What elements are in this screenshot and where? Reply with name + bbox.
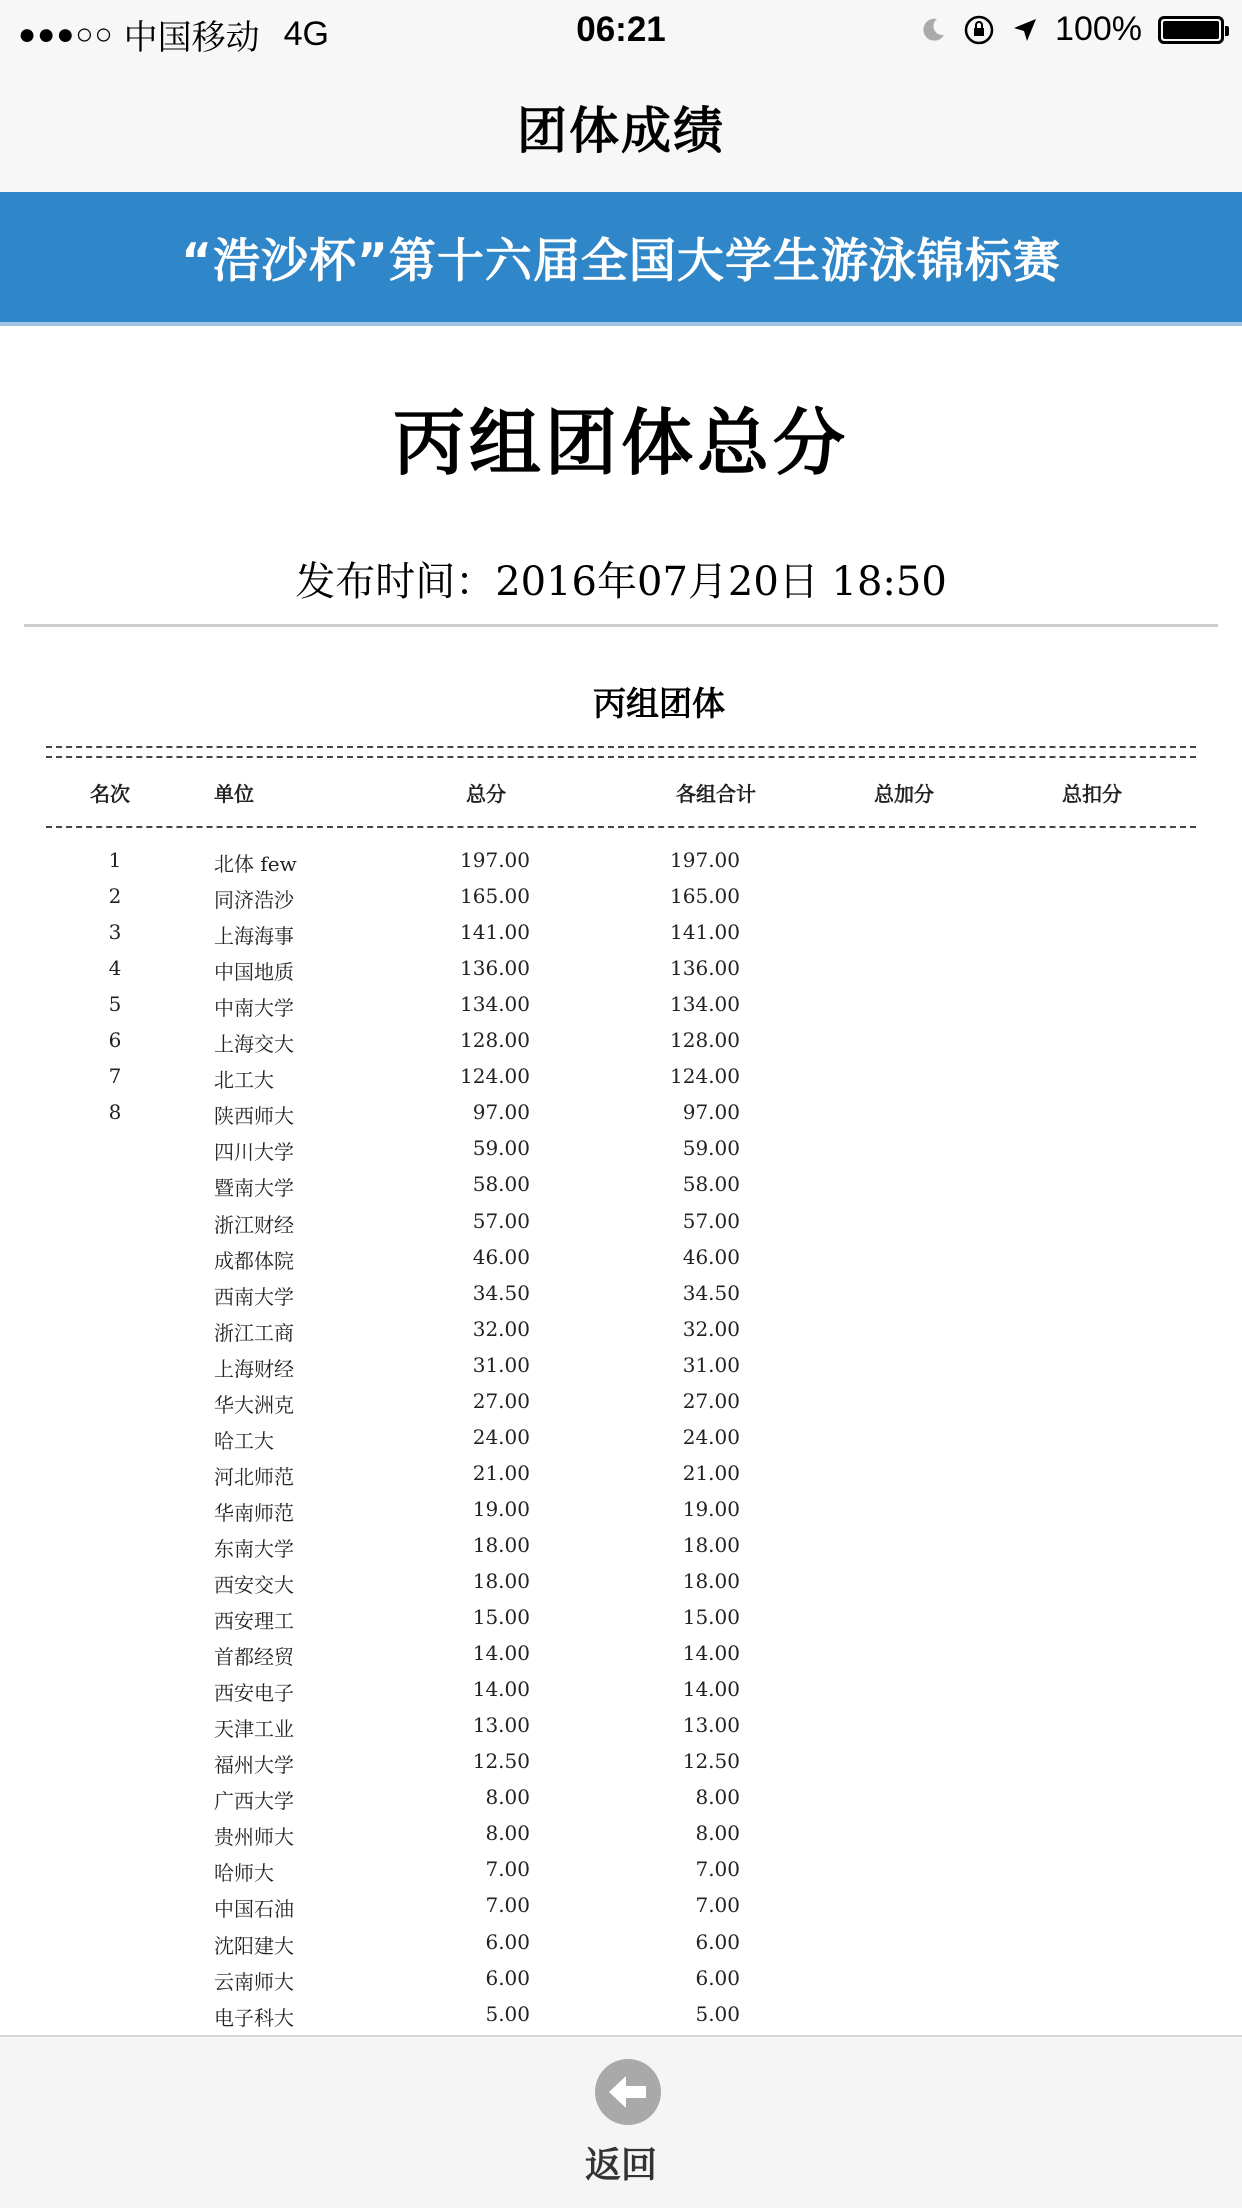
unit-cell: 云南师大 — [214, 1969, 294, 1994]
moon-icon — [919, 16, 947, 44]
total-cell: 7.00 — [485, 1857, 530, 1882]
rank-cell: 7 — [108, 1064, 122, 1089]
unit-cell: 中国地质 — [214, 960, 294, 985]
table-row — [0, 1677, 1242, 1713]
group-sum-cell: 197.00 — [670, 848, 740, 872]
total-cell: 15.00 — [472, 1605, 530, 1630]
total-cell: 8.00 — [485, 1821, 530, 1846]
table-row — [0, 920, 1242, 956]
group-sum-cell: 27.00 — [682, 1388, 740, 1413]
total-cell: 128.00 — [460, 1028, 530, 1053]
group-sum-cell: 24.00 — [682, 1424, 740, 1449]
group-sum-cell: 141.00 — [670, 920, 740, 945]
total-cell: 24.00 — [472, 1424, 530, 1449]
document-title: 丙组团体 — [593, 684, 725, 723]
group-sum-cell: 7.00 — [695, 1893, 740, 1918]
group-sum-cell: 32.00 — [682, 1316, 740, 1341]
group-sum-cell: 14.00 — [682, 1677, 740, 1702]
double-rule — [46, 746, 1196, 758]
column-header-bonus: 总加分 — [874, 782, 934, 806]
group-sum-cell: 128.00 — [670, 1028, 740, 1053]
unit-cell: 西安电子 — [214, 1681, 294, 1706]
signal-strength-icon: ●●●○○ — [18, 17, 114, 51]
group-sum-cell: 7.00 — [695, 1857, 740, 1882]
total-cell: 57.00 — [472, 1208, 530, 1233]
unit-cell: 西安交大 — [214, 1573, 294, 1597]
rank-cell: 5 — [108, 992, 122, 1017]
total-cell: 12.50 — [472, 1749, 530, 1774]
unit-cell: 同济浩沙 — [214, 888, 294, 913]
table-row — [0, 1353, 1242, 1389]
unit-cell: 中南大学 — [214, 996, 294, 1021]
unit-cell: 广西大学 — [214, 1789, 294, 1814]
table-row — [0, 1749, 1242, 1785]
total-cell: 7.00 — [485, 1893, 530, 1918]
battery-icon — [1158, 16, 1224, 44]
status-bar — [0, 0, 1242, 62]
column-header-total: 总分 — [466, 782, 506, 806]
unit-cell: 中国石油 — [214, 1897, 294, 1922]
table-row — [0, 1930, 1242, 1966]
table-row — [0, 1389, 1242, 1425]
rank-cell: 6 — [108, 1028, 122, 1053]
total-cell: 32.00 — [472, 1316, 530, 1341]
total-cell: 165.00 — [460, 884, 530, 909]
total-cell: 6.00 — [485, 1965, 530, 1990]
table-row — [0, 2002, 1242, 2035]
group-sum-cell: 12.50 — [682, 1749, 740, 1774]
total-cell: 19.00 — [472, 1496, 530, 1521]
event-banner — [0, 192, 1242, 326]
table-row — [0, 992, 1242, 1028]
group-sum-cell: 165.00 — [670, 884, 740, 909]
unit-cell: 西安理工 — [214, 1609, 294, 1634]
navigation-bar — [0, 62, 1242, 192]
table-row — [0, 1136, 1242, 1172]
group-sum-cell: 59.00 — [682, 1136, 740, 1161]
unit-cell: 暨南大学 — [214, 1176, 294, 1201]
unit-cell: 东南大学 — [214, 1536, 294, 1561]
table-row — [0, 1461, 1242, 1497]
group-sum-cell: 21.00 — [682, 1460, 740, 1485]
unit-cell: 哈师大 — [214, 1861, 274, 1886]
nav-title: 团体成绩 — [517, 102, 725, 160]
group-sum-cell: 8.00 — [695, 1821, 740, 1846]
unit-cell: 西南大学 — [214, 1284, 294, 1309]
unit-cell: 福州大学 — [214, 1753, 294, 1778]
event-title: “浩沙杯”第十六届全国大学生游泳锦标赛 — [181, 233, 1061, 289]
group-sum-cell: 18.00 — [682, 1569, 740, 1593]
table-row — [0, 1821, 1242, 1857]
group-sum-cell: 31.00 — [682, 1352, 740, 1377]
unit-cell: 四川大学 — [214, 1140, 294, 1165]
back-arrow-icon[interactable] — [595, 2059, 661, 2125]
total-cell: 18.00 — [472, 1569, 530, 1593]
total-cell: 46.00 — [472, 1244, 530, 1269]
table-row — [0, 1893, 1242, 1929]
group-sum-cell: 124.00 — [670, 1064, 740, 1089]
group-sum-cell: 14.00 — [682, 1641, 740, 1666]
table-row — [0, 1425, 1242, 1461]
table-row — [0, 1281, 1242, 1317]
total-cell: 97.00 — [472, 1100, 530, 1125]
status-icons — [919, 10, 1224, 49]
table-row — [0, 848, 1242, 884]
total-cell: 18.00 — [472, 1532, 530, 1557]
rank-cell: 4 — [108, 956, 122, 981]
total-cell: 58.00 — [472, 1172, 530, 1197]
unit-cell: 天津工业 — [214, 1717, 294, 1742]
page-title: 丙组团体总分 — [392, 401, 849, 485]
total-cell: 134.00 — [460, 992, 530, 1017]
group-sum-cell: 58.00 — [682, 1172, 740, 1197]
table-row — [0, 1605, 1242, 1641]
column-header-unit: 单位 — [214, 782, 254, 806]
unit-cell: 成都体院 — [214, 1248, 294, 1273]
group-sum-cell: 97.00 — [682, 1100, 740, 1125]
group-sum-cell: 6.00 — [695, 1965, 740, 1990]
group-sum-cell: 13.00 — [682, 1713, 740, 1738]
group-sum-cell: 18.00 — [682, 1532, 740, 1557]
total-cell: 21.00 — [472, 1460, 530, 1485]
group-sum-cell: 136.00 — [670, 956, 740, 981]
rotation-lock-icon — [963, 14, 995, 46]
column-header-group-sum: 各组合计 — [676, 782, 756, 806]
table-row — [0, 1966, 1242, 2002]
table-row — [0, 1713, 1242, 1749]
unit-cell: 首都经贸 — [214, 1645, 294, 1670]
total-cell: 141.00 — [460, 920, 530, 945]
table-row — [0, 1533, 1242, 1569]
unit-cell: 北体 few — [214, 852, 297, 876]
unit-cell: 浙江工商 — [214, 1320, 294, 1345]
publish-time: 发布时间：2016年07月20日 18:50 — [295, 559, 947, 605]
total-cell: 59.00 — [472, 1136, 530, 1161]
group-sum-cell: 8.00 — [695, 1785, 740, 1810]
table-row — [0, 1497, 1242, 1533]
rank-cell: 3 — [108, 920, 122, 945]
rank-cell: 2 — [108, 884, 122, 909]
location-icon — [1011, 16, 1039, 44]
unit-cell: 哈工大 — [214, 1428, 274, 1453]
table-row — [0, 1857, 1242, 1893]
results-document[interactable] — [0, 630, 1242, 2035]
group-sum-cell: 5.00 — [695, 2001, 740, 2026]
unit-cell: 上海财经 — [214, 1356, 294, 1381]
table-row — [0, 1317, 1242, 1353]
rank-cell: 8 — [108, 1100, 122, 1125]
table-row — [0, 1245, 1242, 1281]
total-cell: 124.00 — [460, 1064, 530, 1089]
back-button[interactable]: 返回 — [584, 2145, 657, 2186]
total-cell: 13.00 — [472, 1713, 530, 1738]
total-cell: 34.50 — [472, 1280, 530, 1305]
unit-cell: 贵州师大 — [214, 1825, 294, 1850]
rank-cell: 1 — [108, 848, 122, 872]
unit-cell: 上海交大 — [214, 1032, 294, 1057]
unit-cell: 华大洲克 — [214, 1392, 294, 1417]
table-row — [0, 1785, 1242, 1821]
total-cell: 27.00 — [472, 1388, 530, 1413]
total-cell: 5.00 — [485, 2001, 530, 2026]
unit-cell: 沈阳建大 — [214, 1933, 294, 1958]
table-row — [0, 1028, 1242, 1064]
total-cell: 31.00 — [472, 1352, 530, 1377]
unit-cell: 浙江财经 — [214, 1212, 294, 1237]
table-row — [0, 884, 1242, 920]
bottom-toolbar — [0, 2035, 1242, 2208]
group-sum-cell: 57.00 — [682, 1208, 740, 1233]
unit-cell: 电子科大 — [214, 2005, 294, 2030]
table-row — [0, 1064, 1242, 1100]
total-cell: 197.00 — [460, 848, 530, 872]
group-sum-cell: 46.00 — [682, 1244, 740, 1269]
group-sum-cell: 34.50 — [682, 1280, 740, 1305]
battery-percent: 100% — [1055, 10, 1142, 48]
header-rule — [46, 826, 1196, 828]
unit-cell: 华南师范 — [214, 1500, 294, 1525]
unit-cell: 陕西师大 — [214, 1104, 294, 1129]
network-type: 4G — [283, 15, 329, 53]
total-cell: 136.00 — [460, 956, 530, 981]
total-cell: 14.00 — [472, 1677, 530, 1702]
total-cell: 6.00 — [485, 1929, 530, 1954]
table-row — [0, 1209, 1242, 1245]
unit-cell: 河北师范 — [214, 1464, 294, 1489]
group-sum-cell: 134.00 — [670, 992, 740, 1017]
group-sum-cell: 6.00 — [695, 1929, 740, 1954]
column-header-deduction: 总扣分 — [1062, 782, 1122, 806]
table-row — [0, 1100, 1242, 1136]
table-row — [0, 1172, 1242, 1208]
divider — [24, 624, 1218, 627]
table-row — [0, 1569, 1242, 1605]
total-cell: 8.00 — [485, 1785, 530, 1810]
column-header-rank: 名次 — [90, 782, 130, 806]
clock: 06:21 — [576, 10, 666, 49]
unit-cell: 北工大 — [214, 1068, 274, 1093]
total-cell: 14.00 — [472, 1641, 530, 1666]
group-sum-cell: 19.00 — [682, 1496, 740, 1521]
unit-cell: 上海海事 — [214, 924, 294, 949]
table-row — [0, 1641, 1242, 1677]
group-sum-cell: 15.00 — [682, 1605, 740, 1630]
carrier-name: 中国移动 — [123, 19, 260, 57]
table-row — [0, 956, 1242, 992]
